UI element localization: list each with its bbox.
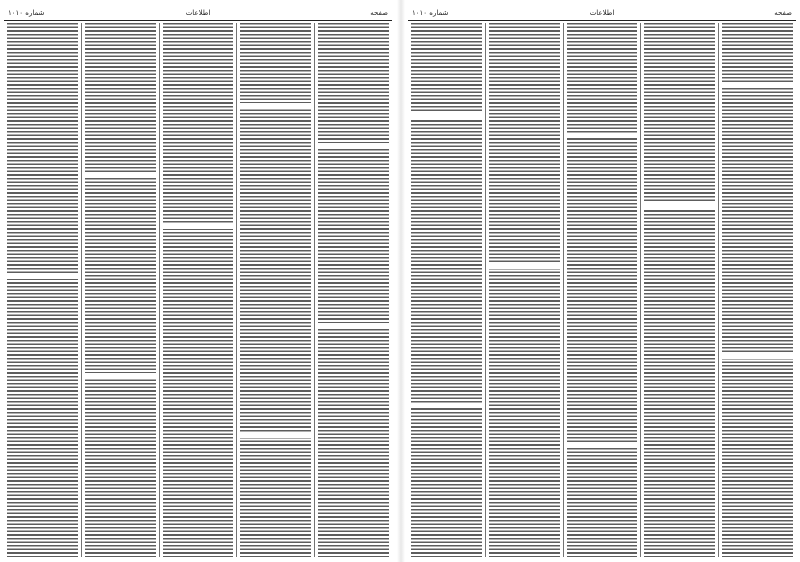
- page-title: اطلاعات: [185, 9, 211, 17]
- text-column: [408, 23, 485, 557]
- text-columns: [4, 23, 392, 557]
- page-label: صفحه: [774, 9, 792, 17]
- text-column: [718, 23, 796, 557]
- issue-number: شماره ۱۰۱۰: [8, 9, 45, 17]
- text-column: [640, 23, 718, 557]
- issue-number: شماره ۱۰۱۰: [412, 9, 449, 17]
- page-label: صفحه: [370, 9, 388, 17]
- page-title: اطلاعات: [589, 9, 615, 17]
- text-column: [314, 23, 392, 557]
- newspaper-page-left: [4, 6, 392, 558]
- newspaper-page-right: [408, 6, 796, 558]
- text-column: [236, 23, 314, 557]
- text-column: [4, 23, 81, 557]
- page-fold: [397, 0, 405, 562]
- text-column: [485, 23, 563, 557]
- text-columns: [408, 23, 796, 557]
- page-header: [408, 6, 796, 21]
- text-column: [563, 23, 641, 557]
- page-header: [4, 6, 392, 21]
- text-column: [159, 23, 237, 557]
- text-column: [81, 23, 159, 557]
